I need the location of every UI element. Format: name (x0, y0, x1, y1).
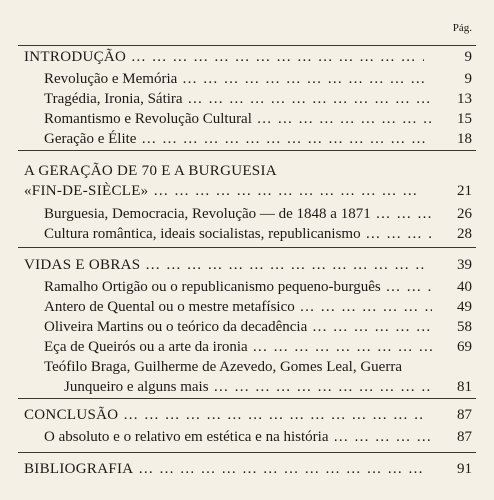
toc-entry-vidas-e-obras[interactable] (0, 254, 494, 276)
toc-title: Ramalho Ortigão ou o republicanismo pequeno-burguês … … … … … … … … … … … … … … … … … … … … … … … … … … … (44, 276, 432, 298)
toc-title: Burguesia, Democracia, Revolução — de 1848 a 1871 … … … … … … … … … … … … … … … … … … … … … … … … … … … (44, 203, 432, 225)
toc-entry-fin-de-siecle[interactable] (0, 180, 494, 202)
toc-page: 15 (457, 111, 472, 127)
toc-entry[interactable] (0, 223, 494, 245)
toc-entry[interactable] (0, 68, 494, 90)
toc-page: 87 (457, 429, 472, 445)
toc-title: O absoluto e o relativo em estética e na história … … … … … … … … … … … … … … … … … … … … … … … … … … … (44, 426, 432, 448)
toc-entry[interactable] (0, 316, 494, 338)
divider-section-5 (18, 452, 476, 453)
toc-title: CONCLUSÃO … … … … … … … … … … … … … … … … … … … … … … … … … … … (24, 404, 424, 426)
toc-page: 28 (457, 226, 472, 242)
toc-entry[interactable] (0, 128, 494, 150)
toc-title: Eça de Queirós ou a arte da ironia … … … … … … … … … … … … … … … … … … … … … … … … … … … (44, 336, 432, 358)
toc-title: Romantismo e Revolução Cultural … … … … … … … … … … … … … … … … … … … … … … … … … … … (44, 108, 432, 130)
toc-title: VIDAS E OBRAS … … … … … … … … … … … … … … … … … … … … … … … … … … … (24, 254, 424, 276)
divider-section-2 (18, 150, 476, 151)
toc-page: 81 (457, 379, 472, 395)
toc-title: INTRODUÇÃO … … … … … … … … … … … … … … … … … … … … … … … … … … … (24, 46, 424, 68)
toc-entry[interactable] (0, 356, 494, 378)
toc-title: A GERAÇÃO DE 70 E A BURGUESIA (24, 163, 277, 179)
toc-entry[interactable] (0, 376, 494, 398)
toc-title: Antero de Quental ou o mestre metafísico … … … … … … … … … … … … … … … … … … … … … … … … … … … (44, 296, 432, 318)
toc-entry[interactable] (0, 88, 494, 110)
toc-title: BIBLIOGRAFIA … … … … … … … … … … … … … … … … … … … … … … … … … … … (24, 458, 424, 480)
toc-title: «FIN-DE-SIÈCLE» … … … … … … … … … … … … … … … … … … … … … … … … … … … (24, 180, 424, 202)
toc-title: Tragédia, Ironia, Sátira … … … … … … … … … … … … … … … … … … … … … … … … … … … (44, 88, 432, 110)
toc-page: 9 (464, 71, 472, 87)
toc-title: Cultura romântica, ideais socialistas, republicanismo … … … … … … … … … … … … … … … … … … … … … … … … … … … (44, 223, 432, 245)
toc-title: Oliveira Martins ou o teórico da decadência … … … … … … … … … … … … … … … … … … … … … … … … … … … (44, 316, 432, 338)
toc-title: Teófilo Braga, Guilherme de Azevedo, Gomes Leal, Guerra (44, 359, 402, 375)
toc-entry[interactable] (0, 336, 494, 358)
toc-page: 87 (457, 407, 472, 423)
toc-entry-bibliografia[interactable] (0, 458, 494, 480)
toc-page: 58 (457, 319, 472, 335)
divider-section-4 (18, 398, 476, 399)
toc-entry[interactable] (0, 426, 494, 448)
toc-title: Revolução e Memória … … … … … … … … … … … … … … … … … … … … … … … … … … … (44, 68, 432, 90)
toc-entry-geracao[interactable] (0, 160, 494, 182)
toc-page: 39 (457, 257, 472, 273)
toc-page: 91 (457, 461, 472, 477)
toc-entry[interactable] (0, 203, 494, 225)
toc-entry[interactable] (0, 108, 494, 130)
toc-page: 49 (457, 299, 472, 315)
toc-entry-introducao[interactable] (0, 46, 494, 68)
page-column-label: Pág. (452, 22, 472, 34)
toc-page: 21 (457, 183, 472, 199)
toc-page: 9 (464, 49, 472, 65)
toc-entry-conclusao[interactable] (0, 404, 494, 426)
divider-section-3 (18, 247, 476, 248)
toc-title: Junqueiro e alguns mais … … … … … … … … … … … … … … … … … … … … … … … … … … … (64, 376, 432, 398)
toc-entry[interactable] (0, 296, 494, 318)
toc-title: Geração e Élite … … … … … … … … … … … … … … … … … … … … … … … … … … … (44, 128, 432, 150)
toc-page: 69 (457, 339, 472, 355)
toc-entry[interactable] (0, 276, 494, 298)
toc-page: 18 (457, 131, 472, 147)
toc-page: 13 (457, 91, 472, 107)
toc-page: 26 (457, 206, 472, 222)
toc-page: 40 (457, 279, 472, 295)
